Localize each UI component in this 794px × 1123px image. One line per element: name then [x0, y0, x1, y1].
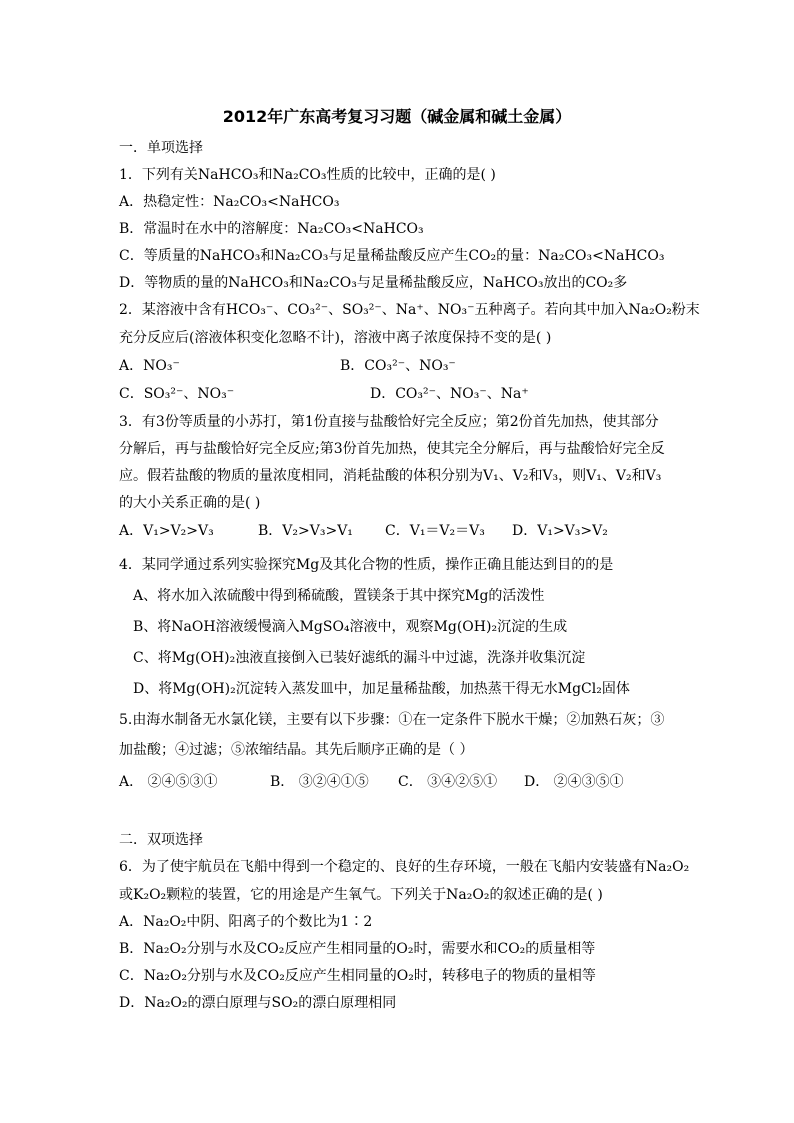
question-3-option-c: C．V₁＝V₂＝V₃ — [385, 523, 485, 539]
question-1-option-c: C．等质量的NaHCO₃和Na₂CO₃与足量稀盐酸反应产生CO₂的量：Na₂CO₃<NaHCO₃ — [119, 248, 665, 264]
question-6-stem-line-2: 或K₂O₂颗粒的装置，它的用途是产生氧气。下列关于Na₂O₂的叙述正确的是( ) — [119, 887, 603, 903]
question-1-option-d: D．等物质的量的NaHCO₃和Na₂CO₃与足量稀盐酸反应，NaHCO₃放出的CO₂多 — [119, 275, 628, 291]
question-3-option-d: D．V₁>V₃>V₂ — [512, 523, 608, 539]
question-2-option-c: C．SO₃²⁻、NO₃⁻ — [119, 386, 235, 402]
question-3-option-b: B．V₂>V₃>V₁ — [258, 523, 353, 539]
question-6-option-d: D．Na₂O₂的漂白原理与SO₂的漂白原理相同 — [119, 995, 397, 1011]
question-2-stem-line-1: 2．某溶液中含有HCO₃⁻、CO₃²⁻、SO₃²⁻、Na⁺、NO₃⁻五种离子。若向其中加入Na₂O₂粉末 — [119, 302, 700, 318]
question-6-option-a: A．Na₂O₂中阴、阳离子的个数比为1∶2 — [119, 914, 373, 930]
question-2-option-d: D．CO₃²⁻、NO₃⁻、Na⁺ — [370, 386, 529, 402]
question-5-option-c: C． ③④②⑤① — [398, 774, 498, 790]
question-4-option-c: C、将Mg(OH)₂浊液直接倒入已装好滤纸的漏斗中过滤，洗涤并收集沉淀 — [133, 650, 586, 666]
question-5-option-a: A． ②④⑤③① — [119, 774, 218, 790]
question-3-option-a: A．V₁>V₂>V₃ — [119, 523, 214, 539]
question-1-stem: 1．下列有关NaHCO₃和Na₂CO₃性质的比较中，正确的是( ) — [119, 167, 496, 183]
question-4-stem: 4．某同学通过系列实验探究Mg及其化合物的性质，操作正确且能达到目的的是 — [119, 557, 614, 573]
question-3-stem-line-3: 应。假若盐酸的物质的量浓度相同，消耗盐酸的体积分别为V₁、V₂和V₃，则V₁、V₂和V₃ — [119, 468, 662, 484]
question-6-stem-line-1: 6．为了使宇航员在飞船中得到一个稳定的、良好的生存环境，一般在飞船内安装盛有Na₂O₂ — [119, 859, 690, 875]
question-5-option-d: D． ②④③⑤① — [524, 774, 624, 790]
question-3-stem-line-1: 3．有3份等质量的小苏打，第1份直接与盐酸恰好完全反应；第2份首先加热，使其部分 — [119, 414, 659, 430]
question-1-option-b: B．常温时在水中的溶解度：Na₂CO₃<NaHCO₃ — [119, 221, 424, 237]
question-6-option-c: C．Na₂O₂分别与水及CO₂反应产生相同量的O₂时，转移电子的物质的量相等 — [119, 968, 596, 984]
page-title: 2012年广东高考复习习题（碱金属和碱土金属） — [222, 107, 572, 126]
question-4-option-d: D、将Mg(OH)₂沉淀转入蒸发皿中，加足量稀盐酸，加热蒸干得无水MgCl₂固体 — [133, 681, 630, 697]
section-heading-double-choice: 二．双项选择 — [119, 832, 203, 848]
question-3-stem-line-2: 分解后，再与盐酸恰好完全反应;第3份首先加热，使其完全分解后，再与盐酸恰好完全反 — [119, 441, 665, 457]
question-6-option-b: B．Na₂O₂分别与水及CO₂反应产生相同量的O₂时，需要水和CO₂的质量相等 — [119, 941, 596, 957]
section-heading-single-choice: 一．单项选择 — [119, 140, 203, 156]
question-2-option-a: A．NO₃⁻ — [119, 358, 180, 374]
question-2-option-b: B．CO₃²⁻、NO₃⁻ — [340, 358, 456, 374]
question-5-stem-line-1: 5.由海水制备无水氯化镁，主要有以下步骤：①在一定条件下脱水干燥；②加熟石灰；③ — [119, 712, 665, 728]
question-4-option-a: A、将水加入浓硫酸中得到稀硫酸，置镁条于其中探究Mg的活泼性 — [133, 588, 545, 604]
question-5-option-b: B． ③②④①⑤ — [270, 774, 369, 790]
question-5-stem-line-2: 加盐酸；④过滤；⑤浓缩结晶。其先后顺序正确的是（ ） — [119, 742, 474, 758]
question-3-stem-line-4: 的大小关系正确的是( ) — [119, 495, 261, 511]
question-1-option-a: A．热稳定性：Na₂CO₃<NaHCO₃ — [119, 194, 340, 210]
question-4-option-b: B、将NaOH溶液缓慢滴入MgSO₄溶液中，观察Mg(OH)₂沉淀的生成 — [133, 619, 568, 635]
question-2-stem-line-2: 充分反应后(溶液体积变化忽略不计)，溶液中离子浓度保持不变的是( ) — [119, 330, 552, 346]
